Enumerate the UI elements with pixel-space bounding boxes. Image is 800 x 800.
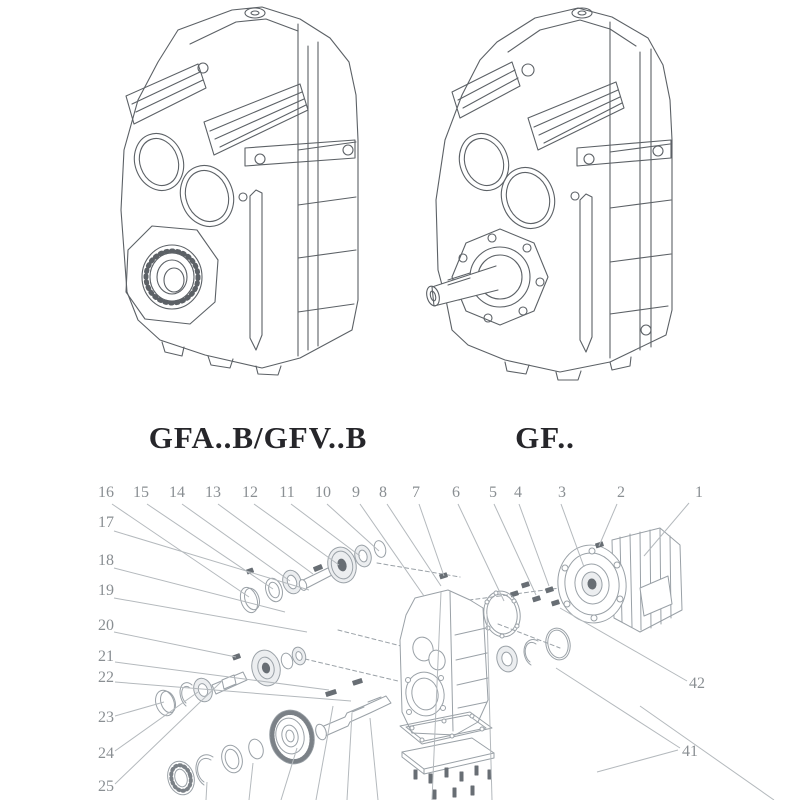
callout-number-15: 15 — [133, 484, 149, 501]
ball-bearing — [494, 644, 520, 674]
callout-leader-line-20 — [114, 632, 236, 657]
callout-leader-line-6 — [458, 504, 504, 601]
callout-leader-line-19 — [114, 598, 307, 632]
snap-ring — [180, 683, 192, 706]
callout-number-9: 9 — [352, 484, 360, 501]
callout-number-13: 13 — [205, 484, 221, 501]
intermediate-shaft — [212, 654, 247, 694]
callout-number-22: 22 — [98, 669, 114, 686]
gearbox-hollow-shaft-drawing — [121, 7, 358, 375]
callout-number-2: 2 — [617, 484, 625, 501]
gear-housing — [400, 590, 488, 735]
callout-leader-line-7 — [419, 504, 444, 576]
callout-number-25: 25 — [98, 778, 114, 795]
gearbox-solid-shaft-drawing — [425, 8, 672, 380]
callout-number-14: 14 — [169, 484, 185, 501]
callout-number-18: 18 — [98, 552, 114, 569]
input-gear — [324, 544, 360, 586]
motor-assembly — [553, 528, 682, 632]
callout-number-21: 21 — [98, 648, 114, 665]
end-cap — [152, 688, 178, 718]
end-cap — [237, 585, 262, 615]
callout-leader-line-14 — [182, 504, 290, 581]
washer — [372, 539, 387, 558]
callout-number-23: 23 — [98, 709, 114, 726]
cutoff-leader-line-8 — [640, 706, 774, 800]
callout-number-6: 6 — [452, 484, 460, 501]
callout-leader-line-4 — [519, 504, 549, 586]
key — [326, 690, 337, 697]
callout-number-20: 20 — [98, 617, 114, 634]
cutoff-leader-line-0 — [316, 706, 333, 800]
callout-leader-line-41 — [556, 668, 680, 748]
callout-number-16: 16 — [98, 484, 114, 501]
output-gear — [265, 706, 319, 768]
intermediate-gear — [248, 647, 284, 689]
callout-number-4: 4 — [514, 484, 522, 501]
oil-seal — [263, 576, 286, 604]
exploded-parts-diagram — [152, 528, 682, 799]
model-label-left: GFA..B/GFV..B — [148, 420, 368, 455]
callout-leader-line-23 — [115, 702, 164, 716]
callout-number-19: 19 — [98, 582, 114, 599]
cutoff-leader-line-4 — [249, 763, 253, 800]
cutoff-leader-line-2 — [370, 718, 378, 800]
callout-number-24: 24 — [98, 745, 114, 762]
callout-leader-line-11 — [291, 504, 360, 556]
callout-number-8: 8 — [379, 484, 387, 501]
callout-number-12: 12 — [242, 484, 258, 501]
callout-number-11: 11 — [279, 484, 295, 501]
snap-ring — [524, 639, 538, 665]
callout-number-17: 17 — [98, 514, 114, 531]
roller-bearing — [164, 758, 198, 798]
shim-ring — [543, 626, 573, 662]
snap-ring — [196, 755, 213, 785]
cover-bolts — [414, 766, 491, 799]
cutoff-leader-line-9 — [597, 750, 678, 772]
output-pinion-shaft — [314, 679, 391, 742]
callout-number-7: 7 — [412, 484, 420, 501]
callout-number-3: 3 — [558, 484, 566, 501]
callout-leader-line-5 — [494, 504, 536, 595]
key — [353, 679, 363, 686]
callout-number-5: 5 — [489, 484, 497, 501]
washer — [247, 737, 266, 760]
callout-number-10: 10 — [315, 484, 331, 501]
callout-leader-line-10 — [327, 504, 379, 551]
oil-seal — [219, 743, 246, 775]
callout-leader-line-12 — [254, 504, 339, 565]
callout-number-1: 1 — [695, 484, 703, 501]
callout-leader-line-16 — [112, 504, 249, 597]
callout-leader-line-24 — [115, 692, 198, 751]
callout-number-41: 41 — [682, 743, 698, 760]
callout-leader-line-17 — [114, 531, 309, 590]
input-shaft-assembly — [237, 539, 387, 615]
cutoff-leader-line-5 — [206, 782, 207, 800]
callout-number-42: 42 — [689, 675, 705, 692]
model-label-right: GF.. — [515, 420, 575, 455]
